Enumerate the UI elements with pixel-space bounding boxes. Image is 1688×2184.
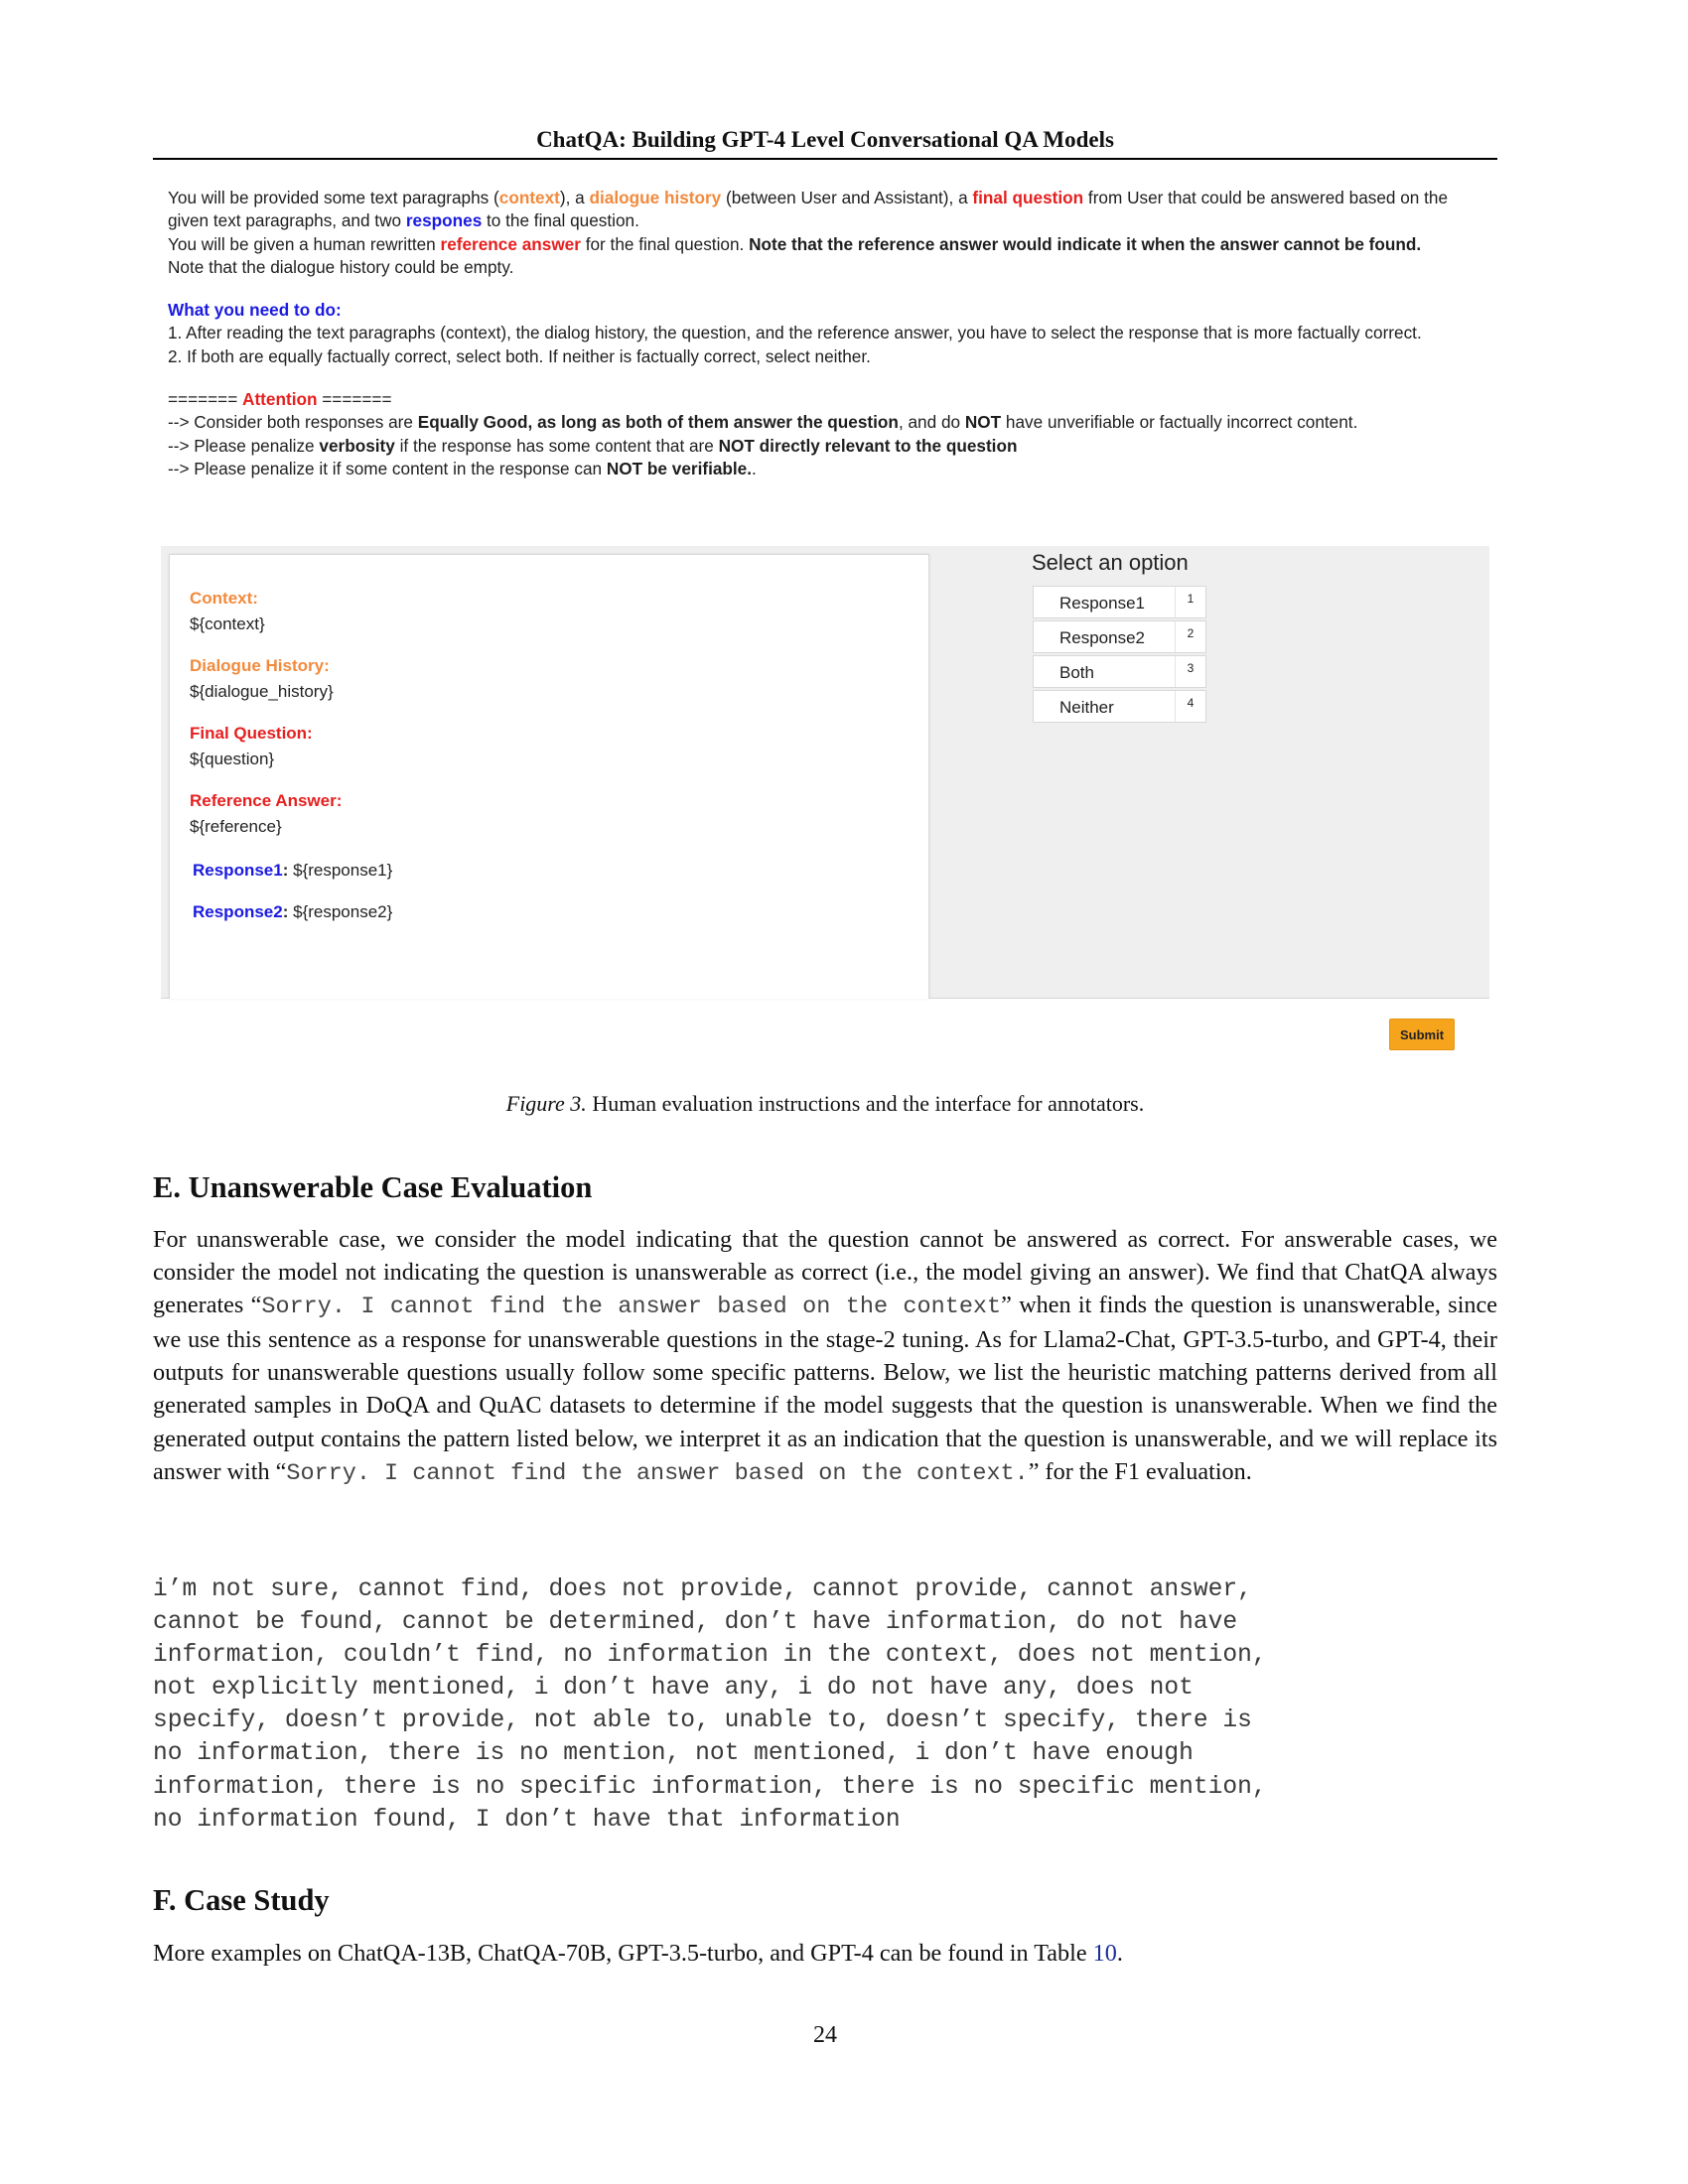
figure-caption: Figure 3. Human evaluation instructions and the interface for annotators.: [505, 1091, 1145, 1116]
context-value: ${context}: [190, 614, 265, 633]
dialogue-history-label: Dialogue History:: [190, 656, 330, 675]
todo-title: What you need to do:: [168, 300, 342, 321]
pattern-line: specify, doesn’t provide, not able to, unable to, doesn’t specify, there is: [153, 1707, 1252, 1735]
shortcut-key: 4: [1175, 691, 1205, 722]
final-question-value: ${question}: [190, 750, 275, 768]
running-head: ChatQA: Building GPT-4 Level Conversational QA Models: [153, 125, 1497, 160]
todo-item-2: 2. If both are equally factually correct, select both. If neither is factually correct, select neither.: [168, 345, 871, 366]
attention-item-2: --> Please penalize verbosity if the response has some content that are NOT directly relevant to the question: [168, 435, 1018, 456]
context-label: Context:: [190, 589, 258, 608]
context-card: [169, 554, 929, 999]
figure-annotation-interface: [153, 187, 1497, 1060]
response2-line: Response2: ${response2}: [193, 902, 393, 921]
section-e-paragraph: For unanswerable case, we consider the model indicating that the question cannot be answered as correct. For answerable cases, we consider the model not indicating the question is unanswerable as correct (i.e., the model giving an answer). We find that ChatQA always generates “Sorry. I cannot find the answer based on the context” when it finds the question is unanswerable, since we use this sentence as a response for unanswerable questions in the stage-2 tuning. As for Llama2-Chat, GPT-3.5-turbo, and GPT-4, their outputs for unanswerable questions usually follow some specific patterns. Below, we list the heuristic matching patterns derived from all generated samples in DoQA and QuAC datasets to determine if the model suggests that the question is unanswerable. When we find the generated output contains the pattern listed below, we interpret it as an indication that the question is unanswerable, and we will replace its answer with “Sorry. I cannot find the answer based on the context.” for the F1 evaluation.: [153, 1226, 1497, 1487]
sorry-phrase: Sorry. I cannot find the answer based on the context: [261, 1294, 1002, 1321]
shortcut-key: 3: [1175, 656, 1205, 687]
instr-paragraph-2: You will be given a human rewritten reference answer for the final question. Note that the reference answer would indicate it when the answer cannot be found.: [168, 233, 1422, 254]
instructions: [168, 187, 1488, 480]
attention-item-3: --> Please penalize it if some content in the response can NOT be verifiable..: [168, 458, 757, 478]
keyword-responses: respones: [405, 210, 483, 231]
annotation-panel: [161, 546, 1489, 999]
instr-paragraph-1: You will be provided some text paragraphs (context), a dialogue history (between User and Assistant), a final question from User that could be answered based on the given text paragraphs, and two respones to the final question.: [168, 188, 1449, 231]
final-question-label: Final Question:: [190, 724, 313, 743]
todo-item-1: 1. After reading the text paragraphs (context), the dialog history, the question, and the reference answer, you have to select the response that is more factually correct.: [168, 323, 1422, 343]
reference-answer-label: Reference Answer:: [190, 791, 343, 810]
keyword-context: context: [498, 188, 560, 207]
shortcut-key: 2: [1175, 621, 1205, 652]
pattern-line: i’m not sure, cannot find, does not provide, cannot provide, cannot answer,: [153, 1576, 1252, 1603]
attention-item-1: --> Consider both responses are Equally Good, as long as both of them answer the question, and do NOT have unverifiable or factually incorrect content.: [168, 412, 1358, 433]
option-response1[interactable]: Response1 1: [1033, 586, 1206, 618]
pattern-line: not explicitly mentioned, i don’t have any, i do not have any, does not: [153, 1675, 1194, 1703]
submit-button[interactable]: Submit: [1389, 1019, 1455, 1050]
reference-answer-value: ${reference}: [190, 817, 282, 836]
keyword-dialogue-history: dialogue history: [589, 188, 722, 207]
dialogue-history-value: ${dialogue_history}: [190, 682, 334, 701]
option-neither[interactable]: Neither 4: [1033, 690, 1206, 723]
select-option-title: Select an option: [1032, 550, 1189, 575]
option-list: [1033, 586, 1206, 725]
section-f-paragraph: More examples on ChatQA-13B, ChatQA-70B, GPT-3.5-turbo, and GPT-4 can be found in Table 10.: [153, 1940, 1123, 1967]
keyword-final-question: final question: [972, 188, 1084, 207]
pattern-line: information, there is no specific information, there is no specific mention,: [153, 1773, 1267, 1801]
instr-paragraph-3: Note that the dialogue history could be empty.: [168, 256, 514, 277]
pattern-line: cannot be found, cannot be determined, don’t have information, do not have: [153, 1609, 1238, 1637]
option-both[interactable]: Both 3: [1033, 655, 1206, 688]
attention-banner: ======= Attention =======: [168, 389, 392, 410]
section-f-heading: F. Case Study: [153, 1883, 330, 1917]
pattern-line: information, couldn’t find, no information in the context, does not mention,: [153, 1642, 1267, 1670]
sorry-phrase-with-period: Sorry. I cannot find the answer based on the context.: [286, 1459, 1029, 1487]
pattern-line: no information found, I don’t have that information: [153, 1806, 901, 1834]
table-reference-link[interactable]: 10: [1092, 1940, 1117, 1967]
pattern-line: no information, there is no mention, not mentioned, i don’t have enough: [153, 1740, 1194, 1768]
unanswerable-patterns: [153, 1573, 1497, 1837]
shortcut-key: 1: [1175, 587, 1205, 617]
page-number: 24: [813, 2022, 837, 2048]
section-e-heading: E. Unanswerable Case Evaluation: [153, 1170, 593, 1204]
option-response2[interactable]: Response2 2: [1033, 620, 1206, 653]
response1-line: Response1: ${response1}: [193, 861, 393, 880]
keyword-reference-answer: reference answer: [440, 233, 581, 254]
